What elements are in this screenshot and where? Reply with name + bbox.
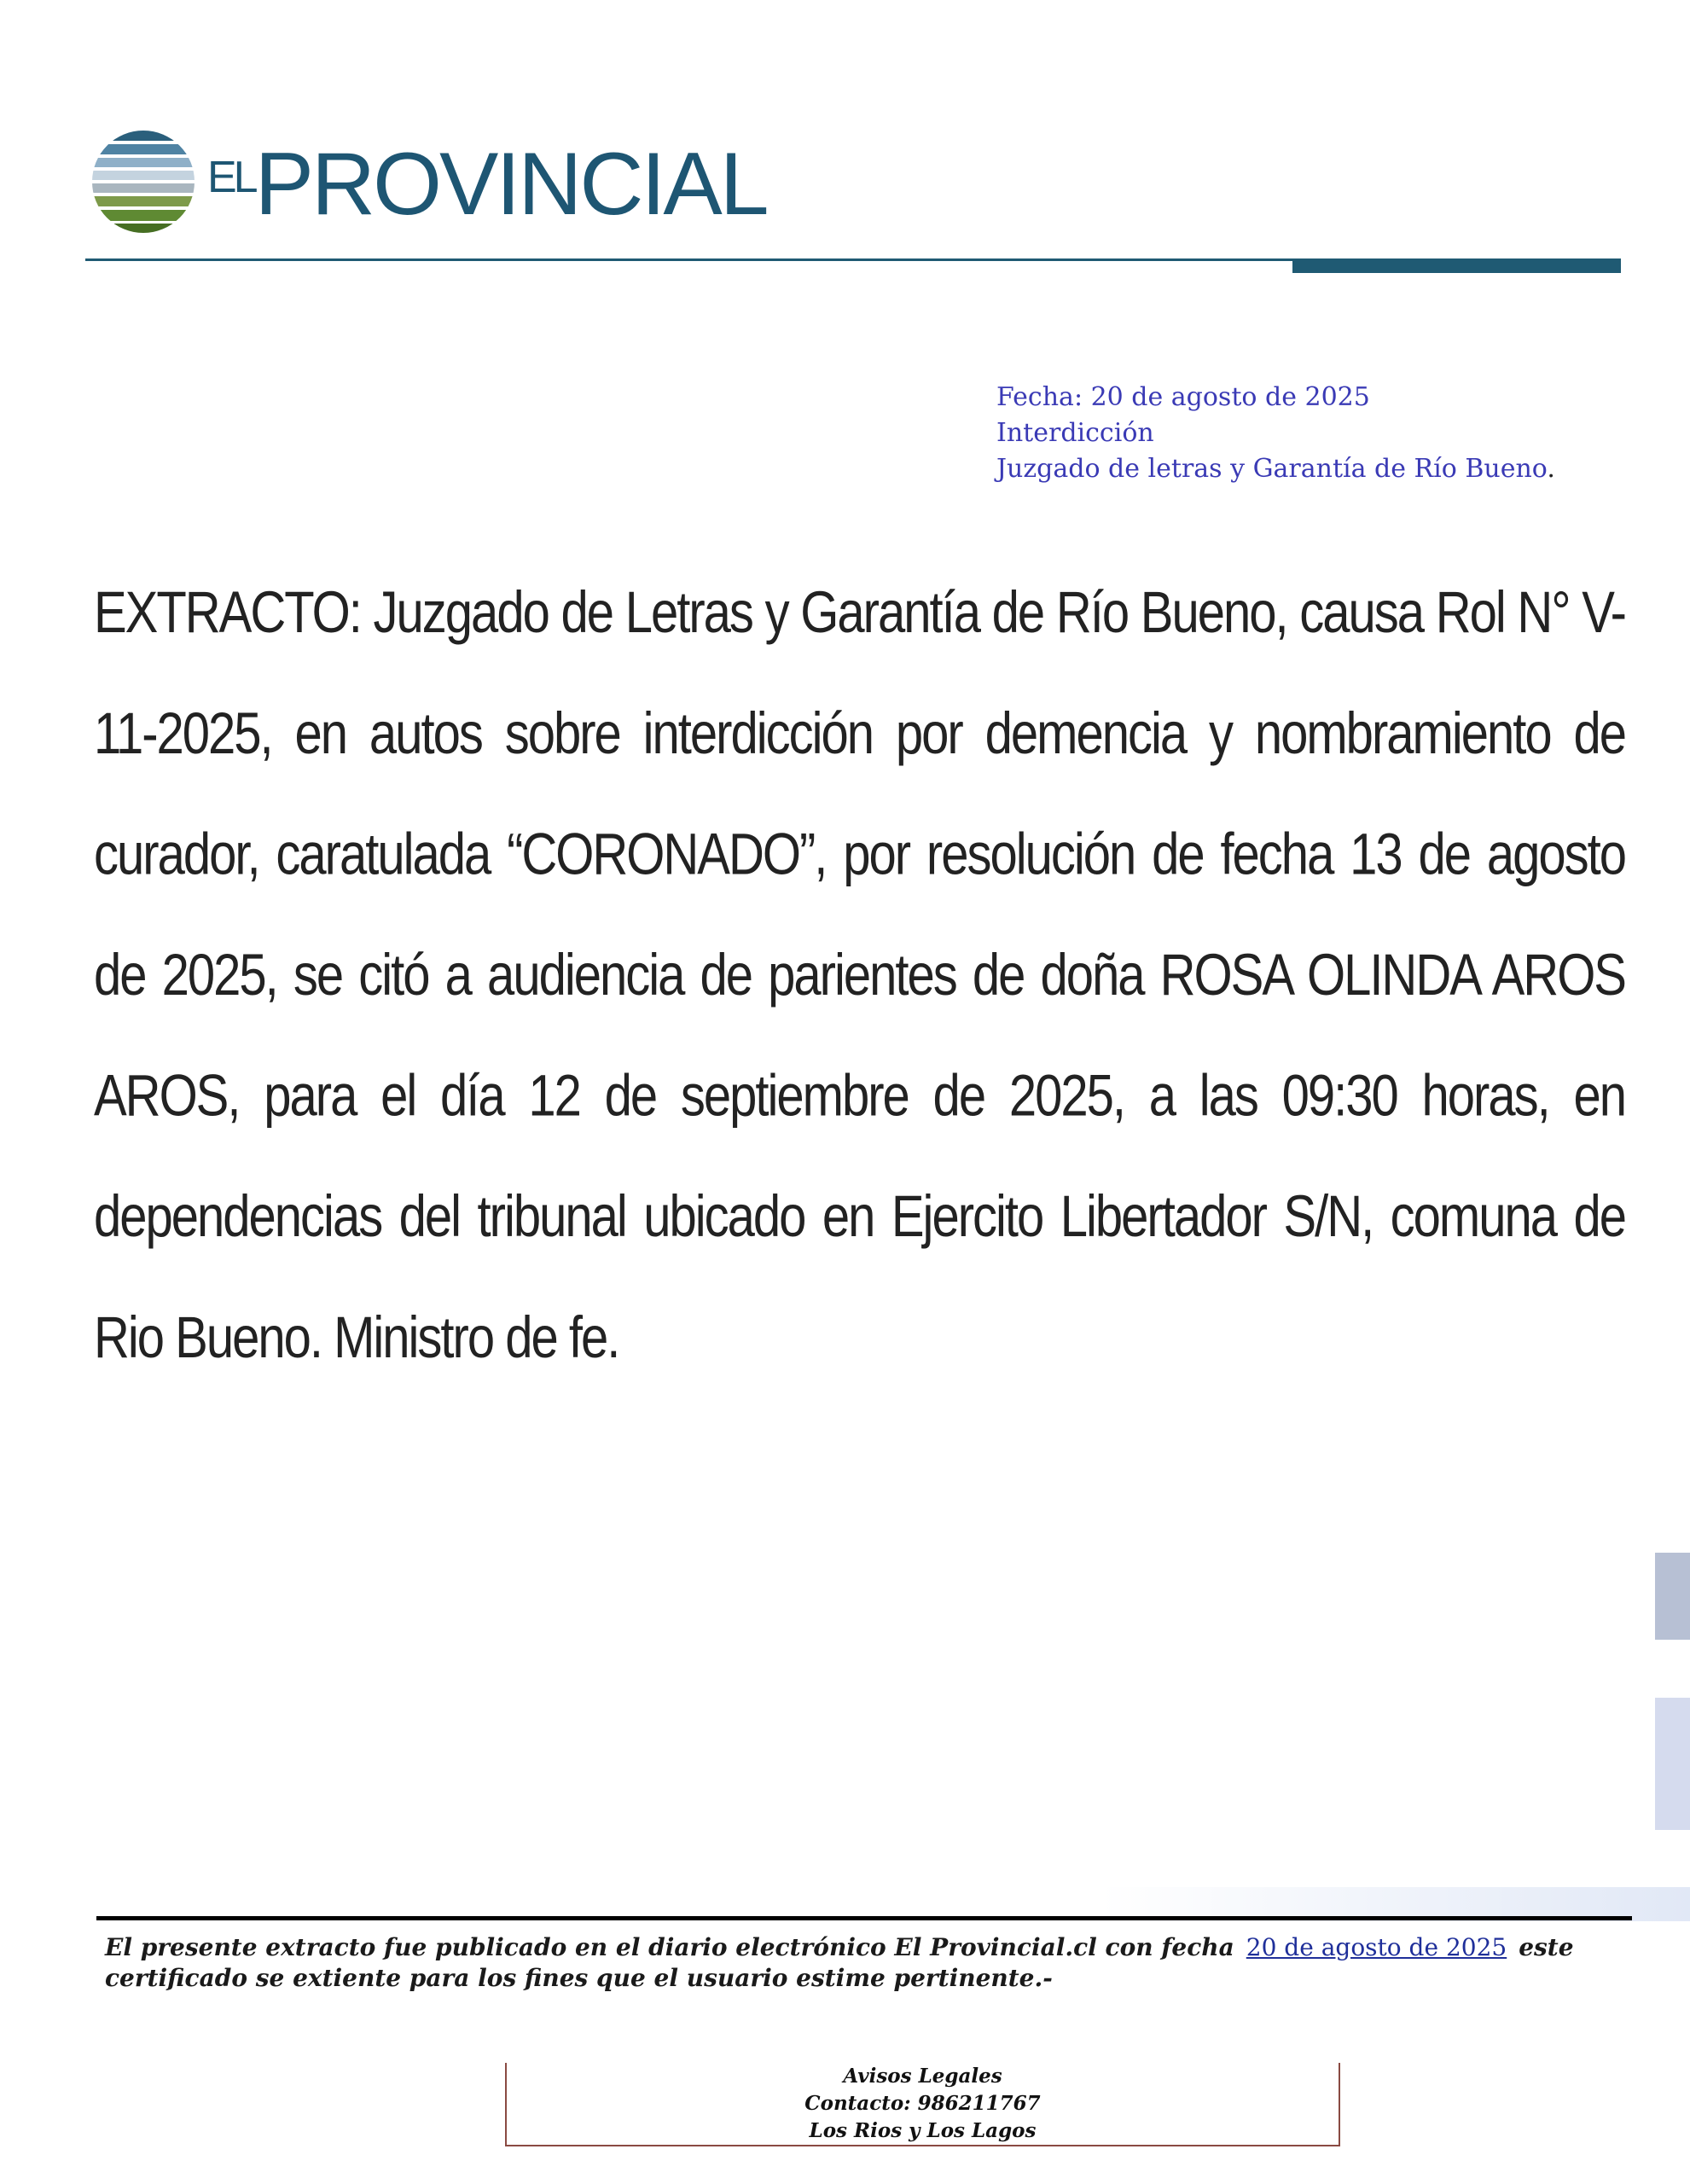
decorative-block xyxy=(1655,1553,1690,1640)
logo-wordmark xyxy=(207,133,767,235)
certificate-text-end: este certificado se extiente para los fines que el usuario estime pertinente.- xyxy=(105,1933,1574,1992)
footer-divider xyxy=(96,1916,1632,1920)
logo-prefix: EL xyxy=(207,153,255,202)
extract-body: EXTRACTO: Juzgado de Letras y Garantía de Río Bueno, causa Rol N° V-11-2025, en autos sobre interdicción por demencia y nombramiento de curador, caratulada “CORONADO”, por resolución de fecha 13 de agosto de 2025, se citó a audiencia de parientes de doña ROSA OLINDA AROS AROS, para el día 12 de septiembre de 2025, a las 09:30 horas, en dependencias del tribunal ubicado en Ejercito Libertador S/N, comuna de Rio Bueno. Ministro de fe. xyxy=(94,579,1625,1371)
decorative-block xyxy=(1655,1698,1690,1830)
notice-court-text: Juzgado de letras y Garantía de Río Bueno xyxy=(996,454,1548,484)
certificate-text-start: El presente extracto fue publicado en el diario electrónico El Provincial.cl con fecha xyxy=(105,1933,1234,1961)
contact-box xyxy=(505,2063,1340,2146)
notice-meta xyxy=(996,380,1555,487)
notice-date: Fecha: 20 de agosto de 2025 xyxy=(996,382,1370,412)
contact-info xyxy=(507,2063,1339,2145)
publication-certificate xyxy=(105,1932,1623,1994)
notice-court xyxy=(996,451,1555,487)
notice-type: Interdicción xyxy=(996,418,1154,448)
logo-name: PROVINCIAL xyxy=(254,135,767,234)
globe-logo-icon xyxy=(90,128,197,235)
contact-title: Avisos Legales xyxy=(843,2065,1002,2088)
el-provincial-logo xyxy=(90,128,767,239)
notice-court-period: . xyxy=(1547,454,1555,484)
contact-phone: Contacto: 986211767 xyxy=(804,2092,1041,2115)
certificate-date-link[interactable]: 20 de agosto de 2025 xyxy=(1246,1933,1507,1961)
header-accent-bar xyxy=(1292,260,1621,273)
contact-region: Los Rios y Los Lagos xyxy=(809,2119,1037,2142)
